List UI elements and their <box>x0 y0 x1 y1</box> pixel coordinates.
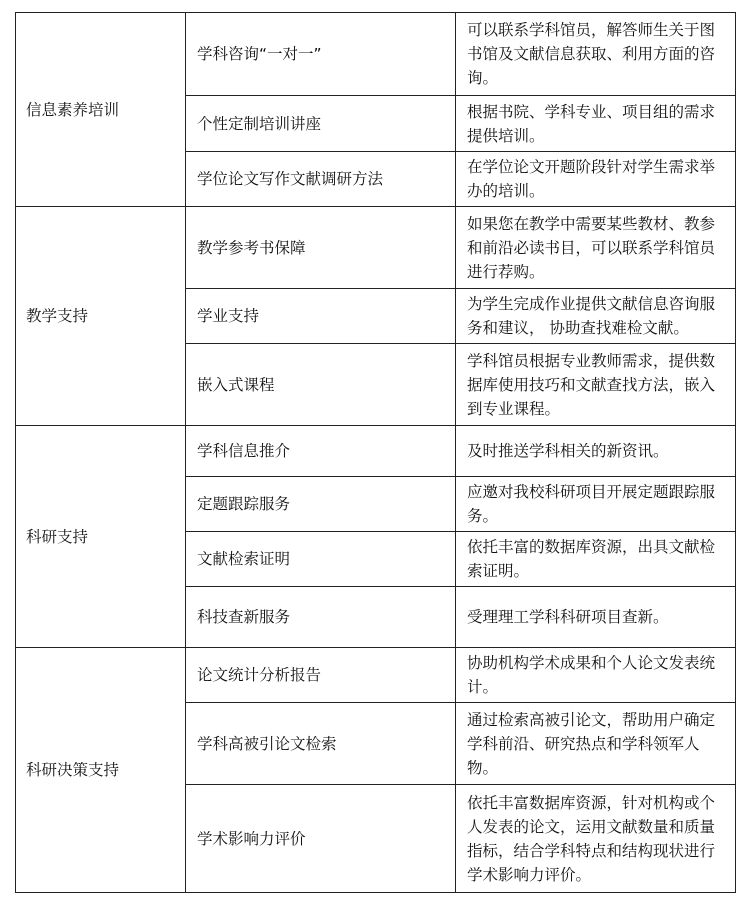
category-cell: 科研决策支持 <box>16 648 186 893</box>
service-name-cell: 科技查新服务 <box>186 587 456 648</box>
service-description-cell: 依托丰富的数据库资源，出具文献检索证明。 <box>456 532 736 587</box>
service-name-cell: 个性定制培训讲座 <box>186 96 456 152</box>
service-name-cell: 学位论文写作文献调研方法 <box>186 152 456 207</box>
service-description-cell: 可以联系学科馆员，解答师生关于图书馆及文献信息获取、利用方面的咨询。 <box>456 13 736 96</box>
service-name-cell: 学业支持 <box>186 289 456 344</box>
service-name-cell: 嵌入式课程 <box>186 344 456 426</box>
service-name-cell: 学科高被引论文检索 <box>186 703 456 785</box>
services-table <box>15 12 736 893</box>
table-row <box>16 13 736 96</box>
category-cell: 信息素养培训 <box>16 13 186 207</box>
service-description-cell: 为学生完成作业提供文献信息咨询服务和建议， 协助查找难检文献。 <box>456 289 736 344</box>
service-description-cell: 通过检索高被引论文，帮助用户确定学科前沿、研究热点和学科领军人物。 <box>456 703 736 785</box>
table-row <box>16 207 736 289</box>
service-description-cell: 学科馆员根据专业教师需求，提供数据库使用技巧和文献查找方法，嵌入到专业课程。 <box>456 344 736 426</box>
category-cell: 教学支持 <box>16 207 186 426</box>
table-row <box>16 648 736 703</box>
service-name-cell: 教学参考书保障 <box>186 207 456 289</box>
service-description-cell: 应邀对我校科研项目开展定题跟踪服务。 <box>456 477 736 532</box>
service-description-cell: 依托丰富数据库资源，针对机构或个人发表的论文，运用文献数量和质量指标，结合学科特点和结构现状进行学术影响力评价。 <box>456 785 736 893</box>
service-name-cell: 定题跟踪服务 <box>186 477 456 532</box>
service-description-cell: 在学位论文开题阶段针对学生需求举办的培训。 <box>456 152 736 207</box>
service-name-cell: 论文统计分析报告 <box>186 648 456 703</box>
service-description-cell: 协助机构学术成果和个人论文发表统计。 <box>456 648 736 703</box>
service-description-cell: 及时推送学科相关的新资讯。 <box>456 426 736 477</box>
service-name-cell: 学科信息推介 <box>186 426 456 477</box>
service-name-cell: 文献检索证明 <box>186 532 456 587</box>
service-name-cell: 学科咨询“一对一” <box>186 13 456 96</box>
service-name-cell: 学术影响力评价 <box>186 785 456 893</box>
service-description-cell: 受理理工学科科研项目查新。 <box>456 587 736 648</box>
table-row <box>16 426 736 477</box>
service-description-cell: 根据书院、学科专业、项目组的需求提供培训。 <box>456 96 736 152</box>
category-cell: 科研支持 <box>16 426 186 648</box>
service-description-cell: 如果您在教学中需要某些教材、教参和前沿必读书目，可以联系学科馆员进行荐购。 <box>456 207 736 289</box>
